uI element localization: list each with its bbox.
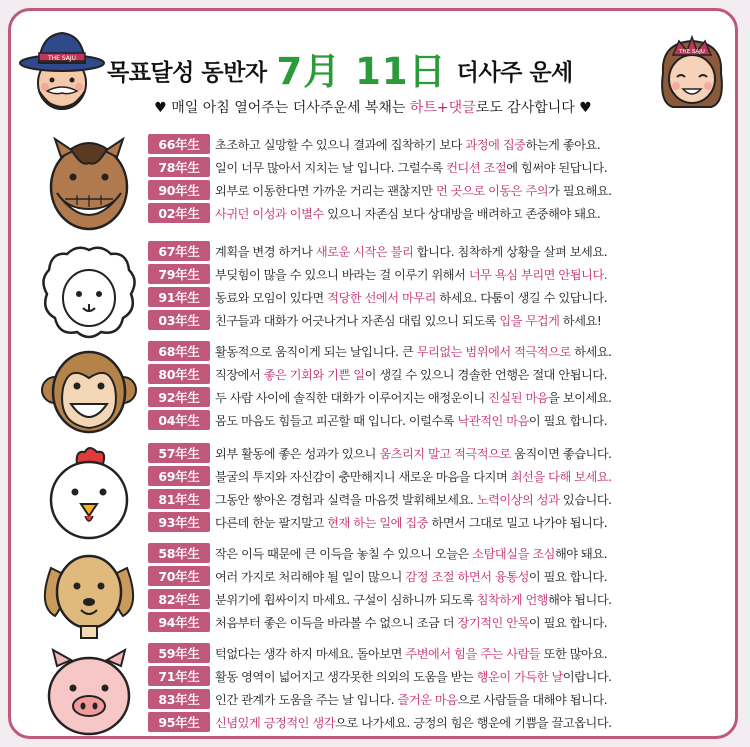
plain-text: 여러 가지로 처리해야 될 일이 많으니 [215, 569, 406, 584]
plain-text: 친구들과 대화가 어긋나거나 자존심 대립 있으니 되도록 [215, 313, 500, 328]
birth-year-badge: 58年生 [148, 543, 210, 563]
plain-text: 하세요. 다툼이 생길 수 있답니다. [435, 290, 608, 305]
subtitle-post: 로도 감사합니다 ♥ [475, 100, 592, 116]
fortune-row [148, 386, 612, 408]
right-hat-text: THE SAJU [679, 49, 705, 55]
highlight-text: 즐거운 마음 [397, 692, 458, 707]
highlight-text: 과정에 집중 [465, 137, 526, 152]
plain-text: 이 필요 합니다. [528, 413, 608, 428]
plain-text: 움직이면 좋습니다. [510, 446, 612, 461]
sheep-icon [41, 244, 137, 340]
highlight-text: 노력이상의 성과 [476, 492, 560, 507]
fortune-text [215, 159, 607, 176]
fortune-row [148, 409, 607, 431]
plain-text: 외부 활동에 좋은 성과가 있으니 [215, 446, 380, 461]
plain-text: 턱없다는 생각 하지 마세요. 돌아보면 [215, 646, 406, 661]
fortune-row [148, 588, 612, 610]
birth-year-badge: 80年生 [148, 364, 210, 384]
fortune-row [148, 442, 612, 464]
plain-text: 일이 너무 많아서 지치는 날 입니다. 그럴수록 [215, 160, 447, 175]
fortune-text [215, 289, 607, 306]
title-date: 7月 11日 [276, 50, 447, 93]
plain-text: 가 필요해요. [548, 183, 612, 198]
fortune-text [215, 614, 607, 631]
plain-text: 작은 이득 때문에 큰 이득을 놓칠 수 있으니 오늘은 [215, 546, 473, 561]
birth-year-badge: 70年生 [148, 566, 210, 586]
plain-text: 활동적으로 움직이게 되는 날입니다. 큰 [215, 344, 417, 359]
birth-year-badge: 67年生 [148, 241, 210, 261]
plain-text: 하세요! [559, 313, 602, 328]
fortune-text [215, 266, 607, 283]
monkey-icon [41, 344, 137, 440]
fortune-row [148, 286, 607, 308]
birth-year-badge: 91年生 [148, 287, 210, 307]
plain-text: 이 필요 합니다. [528, 615, 608, 630]
fortune-text [215, 568, 607, 585]
plain-text: 으로 사람들을 대해야 됩니다. [457, 692, 608, 707]
plain-text: 또한 많아요. [540, 646, 608, 661]
birth-year-badge: 79年生 [148, 264, 210, 284]
plain-text: 다른데 한눈 팔지말고 [215, 515, 328, 530]
fortune-group [11, 240, 735, 345]
left-hat-text: THE SAJU [47, 55, 77, 62]
fortune-text [215, 205, 600, 222]
highlight-text: 먼 곳으로 이동은 주의 [435, 183, 549, 198]
birth-year-badge: 57年生 [148, 443, 210, 463]
highlight-text: 입을 무겁게 [499, 313, 560, 328]
highlight-text: 무리없는 범위에서 적극적으로 [416, 344, 571, 359]
fortune-text [215, 691, 607, 708]
subtitle-pre: ♥ 매일 아침 열어주는 더사주운세 복채는 [154, 100, 410, 116]
plain-text: 하세요. [570, 344, 612, 359]
fortune-row [148, 511, 607, 533]
plain-text: 불굴의 투지와 자신감이 충만해지니 새로운 마음을 다지며 [215, 469, 511, 484]
highlight-text: 감정 조절 하면서 융통성 [405, 569, 529, 584]
highlight-text: 낙관적인 마음 [457, 413, 529, 428]
fortune-row [148, 133, 600, 155]
highlight-text: 행운이 가득한 날 [476, 669, 563, 684]
fortune-row [148, 688, 607, 710]
fortune-text [215, 468, 612, 485]
highlight-text: 적당한 선에서 마무리 [327, 290, 436, 305]
highlight-text: 사귀던 이성과 이별수 [215, 206, 324, 221]
fortune-row [148, 340, 612, 362]
fortune-card [8, 8, 738, 739]
plain-text: 두 사람 사이에 솔직한 대화가 이루어지는 애정운이니 [215, 390, 489, 405]
plain-text: 직장에서 [215, 367, 264, 382]
fortune-row [148, 665, 612, 687]
birth-year-badge: 92年生 [148, 387, 210, 407]
highlight-text: 너무 욕심 부리면 안됩니다. [468, 267, 608, 282]
birth-year-badge: 69年生 [148, 466, 210, 486]
dog-icon [41, 546, 137, 642]
plain-text: 있으니 자존심 보다 상대방을 배려하고 존중해야 돼요. [323, 206, 601, 221]
highlight-text: 좋은 기회와 기쁜 일 [263, 367, 365, 382]
plain-text: 분위기에 휩싸이지 마세요. 구설이 심하니까 되도록 [215, 592, 477, 607]
plain-text: 계획을 변경 하거나 [215, 244, 316, 259]
fortune-text [215, 445, 612, 462]
birth-year-badge: 82年生 [148, 589, 210, 609]
plain-text: 있습니다. [559, 492, 612, 507]
highlight-text: 소탐대실을 조심 [472, 546, 555, 561]
plain-text: 동료와 모임이 있다면 [215, 290, 328, 305]
birth-year-badge: 68年生 [148, 341, 210, 361]
subtitle-highlight: 하트+댓글 [409, 100, 476, 116]
birth-year-badge: 93年生 [148, 512, 210, 532]
plain-text: 초조하고 실망할 수 있으니 결과에 집착하기 보다 [215, 137, 466, 152]
fortune-group [11, 542, 735, 647]
birth-year-badge: 78年生 [148, 157, 210, 177]
page-title [107, 41, 573, 95]
fortune-row [148, 611, 607, 633]
birth-year-badge: 04年生 [148, 410, 210, 430]
plain-text: 이랍니다. [562, 669, 612, 684]
fortune-text [215, 243, 607, 260]
fortune-text [215, 136, 600, 153]
plain-text: 이 생길 수 있으니 경솔한 언행은 절대 안됩니다. [364, 367, 608, 382]
fortune-text [215, 182, 612, 199]
birth-year-badge: 71年生 [148, 666, 210, 686]
birth-year-badge: 02年生 [148, 203, 210, 223]
header [11, 11, 735, 131]
highlight-text: 장기적인 안목 [457, 615, 529, 630]
fortune-row [148, 565, 607, 587]
highlight-text: 움츠리지 말고 적극적으로 [379, 446, 511, 461]
highlight-text: 침착하게 언행 [476, 592, 549, 607]
plain-text: 에 힘써야 된답니다. [506, 160, 608, 175]
plain-text: 몸도 마음도 힘들고 피곤할 때 입니다. 이럴수록 [215, 413, 458, 428]
birth-year-badge: 59年生 [148, 643, 210, 663]
pig-icon [41, 646, 137, 739]
title-right: 더사주 운세 [456, 60, 573, 86]
plain-text: 해야 됩니다. [548, 592, 612, 607]
fortune-text [215, 645, 607, 662]
birth-year-badge: 94年生 [148, 612, 210, 632]
plain-text: 부딪힘이 많을 수 있으니 바라는 걸 이루기 위해서 [215, 267, 469, 282]
fortune-text [215, 591, 612, 608]
fortune-group [11, 133, 735, 238]
fortune-text [215, 714, 612, 731]
fortune-row [148, 263, 607, 285]
plain-text: 이 필요 합니다. [528, 569, 608, 584]
plain-text: 하면서 그대로 밀고 나가야 됩니다. [428, 515, 608, 530]
fortune-row [148, 488, 612, 510]
fortune-text [215, 366, 607, 383]
birth-year-badge: 90年生 [148, 180, 210, 200]
rooster-icon [41, 446, 137, 542]
fortune-row [148, 642, 607, 664]
highlight-text: 컨디션 조절 [446, 160, 507, 175]
subtitle [11, 97, 735, 117]
plain-text: 하는게 좋아요. [525, 137, 601, 152]
highlight-text: 최선을 다해 보세요. [510, 469, 612, 484]
title-left: 목표달성 동반자 [107, 60, 267, 86]
highlight-text: 진실된 마음 [488, 390, 549, 405]
plain-text: 외부로 이동한다면 가까운 거리는 괜찮지만 [215, 183, 436, 198]
highlight-text: 새로운 시작은 불리 [315, 244, 414, 259]
highlight-text: 주변에서 힘을 주는 사람들 [405, 646, 541, 661]
birth-year-badge: 95年生 [148, 712, 210, 732]
plain-text: 활동 영역이 넓어지고 생각못한 의외의 도움을 받는 [215, 669, 477, 684]
plain-text: 처음부터 좋은 이득을 바라볼 수 없으니 조금 더 [215, 615, 458, 630]
plain-text: 합니다. 침착하게 상황을 살펴 보세요. [413, 244, 608, 259]
plain-text: 해야 돼요. [554, 546, 608, 561]
birth-year-badge: 81年生 [148, 489, 210, 509]
fortune-row [148, 309, 601, 331]
fortune-row [148, 465, 612, 487]
highlight-text: 신념있게 긍정적인 생각 [215, 715, 336, 730]
fortune-text [215, 668, 612, 685]
birth-year-badge: 03年生 [148, 310, 210, 330]
plain-text: 그동안 쌓아온 경험과 실력을 마음껏 발휘해보세요. [215, 492, 477, 507]
fortune-group [11, 642, 735, 739]
birth-year-badge: 83年生 [148, 689, 210, 709]
fortune-row [148, 202, 600, 224]
fortune-row [148, 542, 607, 564]
plain-text: 으로 나가세요. 긍정의 힘은 행운에 기쁨을 끌고옵니다. [335, 715, 612, 730]
highlight-text: 현재 하는 일에 집중 [327, 515, 429, 530]
fortune-row [148, 156, 607, 178]
fortune-text [215, 312, 601, 329]
fortune-text [215, 412, 607, 429]
horse-icon [41, 137, 137, 233]
fortune-row [148, 363, 607, 385]
fortune-group [11, 442, 735, 547]
plain-text: 을 보이세요. [548, 390, 612, 405]
fortune-text [215, 343, 612, 360]
fortune-text [215, 389, 612, 406]
plain-text: 인간 관계가 도움을 주는 날 입니다. [215, 692, 398, 707]
fortune-row [148, 240, 607, 262]
fortune-text [215, 491, 612, 508]
birth-year-badge: 66年生 [148, 134, 210, 154]
fortune-row [148, 711, 612, 733]
fortune-text [215, 514, 607, 531]
fortune-text [215, 545, 607, 562]
fortune-group [11, 340, 735, 445]
fortune-row [148, 179, 612, 201]
